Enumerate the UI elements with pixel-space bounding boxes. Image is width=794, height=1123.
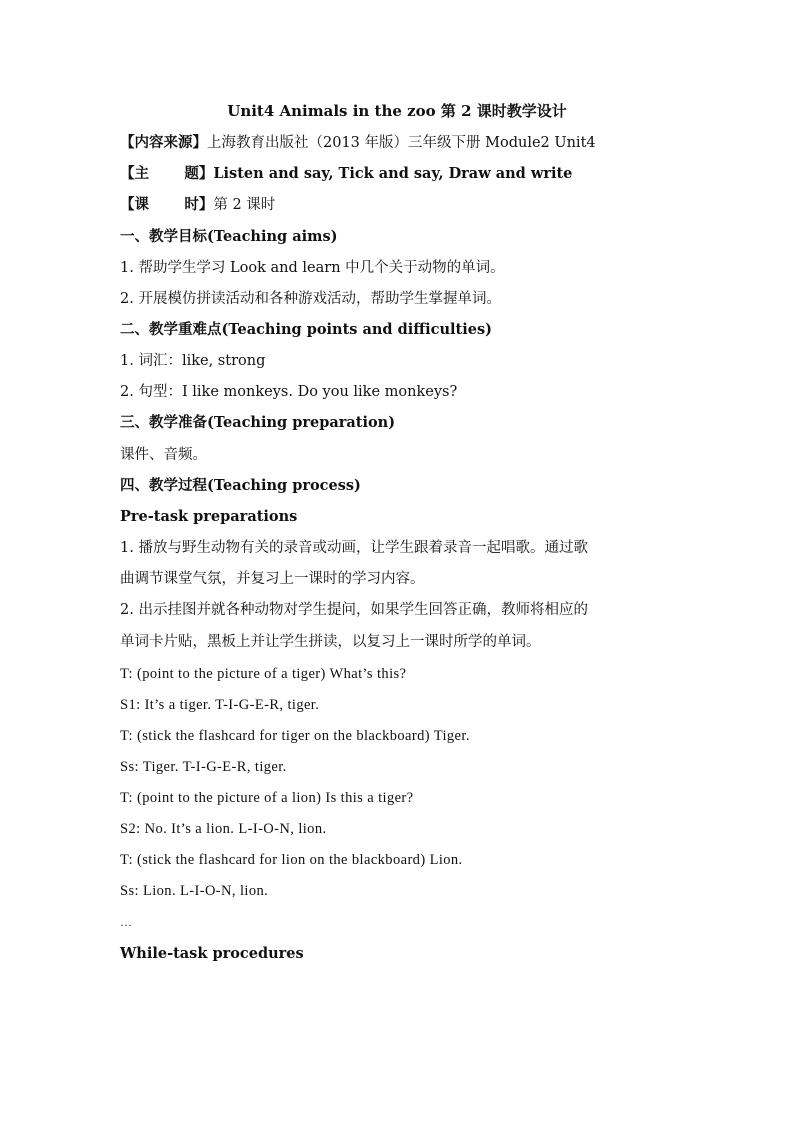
point-item: 2. 句型：I like monkeys. Do you like monkeys? [120, 384, 458, 400]
dialogue-line: S1: It’s a tiger. T-I-G-E-R, tiger. [120, 697, 320, 713]
section-heading-aims: 一、教学目标(Teaching aims) [120, 228, 338, 245]
dialogue-line: T: (point to the picture of a tiger) What’s this? [120, 666, 407, 682]
dialogue-line: T: (stick the flashcard for tiger on the blackboard) Tiger. [120, 728, 470, 744]
dialogue-line: Ss: Tiger. T-I-G-E-R, tiger. [120, 759, 287, 775]
section-heading-preparation: 三、教学准备(Teaching preparation) [120, 414, 396, 431]
dialogue-line: T: (stick the flashcard for lion on the blackboard) Lion. [120, 852, 463, 868]
pre-task-paragraph-line: 单词卡片贴，黑板上并让学生拼读，以复习上一课时所学的单词。 [120, 634, 541, 650]
meta-value: 第 2 课时 [213, 197, 276, 213]
meta-source [120, 133, 690, 153]
ellipsis: … [120, 915, 133, 929]
meta-topic [120, 164, 690, 184]
meta-label: 【主 题】 [120, 165, 214, 182]
meta-label: 【内容来源】 [120, 134, 207, 151]
pre-task-paragraph-line: 1. 播放与野生动物有关的录音或动画，让学生跟着录音一起唱歌。通过歌 [120, 540, 588, 556]
meta-value: Listen and say, Tick and say, Draw and write [213, 165, 573, 182]
section-heading-process: 四、教学过程(Teaching process) [120, 477, 361, 494]
document-title: Unit4 Animals in the zoo 第 2 课时教学设计 [227, 102, 567, 120]
dialogue-line: T: (point to the picture of a lion) Is this a tiger? [120, 790, 414, 806]
section-heading-points: 二、教学重难点(Teaching points and difficulties) [120, 321, 493, 338]
meta-period [120, 195, 690, 215]
aim-item: 1. 帮助学生学习 Look and learn 中几个关于动物的单词。 [120, 260, 505, 276]
subheading-while-task: While-task procedures [120, 945, 304, 962]
aim-item: 2. 开展模仿拼读活动和各种游戏活动，帮助学生掌握单词。 [120, 291, 501, 307]
dialogue-line: S2: No. It’s a lion. L-I-O-N, lion. [120, 821, 327, 837]
preparation-text: 课件、音频。 [120, 447, 207, 463]
subheading-pre-task: Pre-task preparations [120, 508, 298, 525]
meta-label: 【课 时】 [120, 196, 214, 213]
point-item: 1. 词汇：like, strong [120, 353, 266, 369]
meta-value: 上海教育出版社（2013 年版）三年级下册 Module2 Unit4 [207, 135, 596, 151]
pre-task-paragraph-line: 2. 出示挂图并就各种动物对学生提问，如果学生回答正确，教师将相应的 [120, 602, 588, 618]
pre-task-paragraph-line: 曲调节课堂气氛，并复习上一课时的学习内容。 [120, 571, 425, 587]
dialogue-line: Ss: Lion. L-I-O-N, lion. [120, 883, 269, 899]
